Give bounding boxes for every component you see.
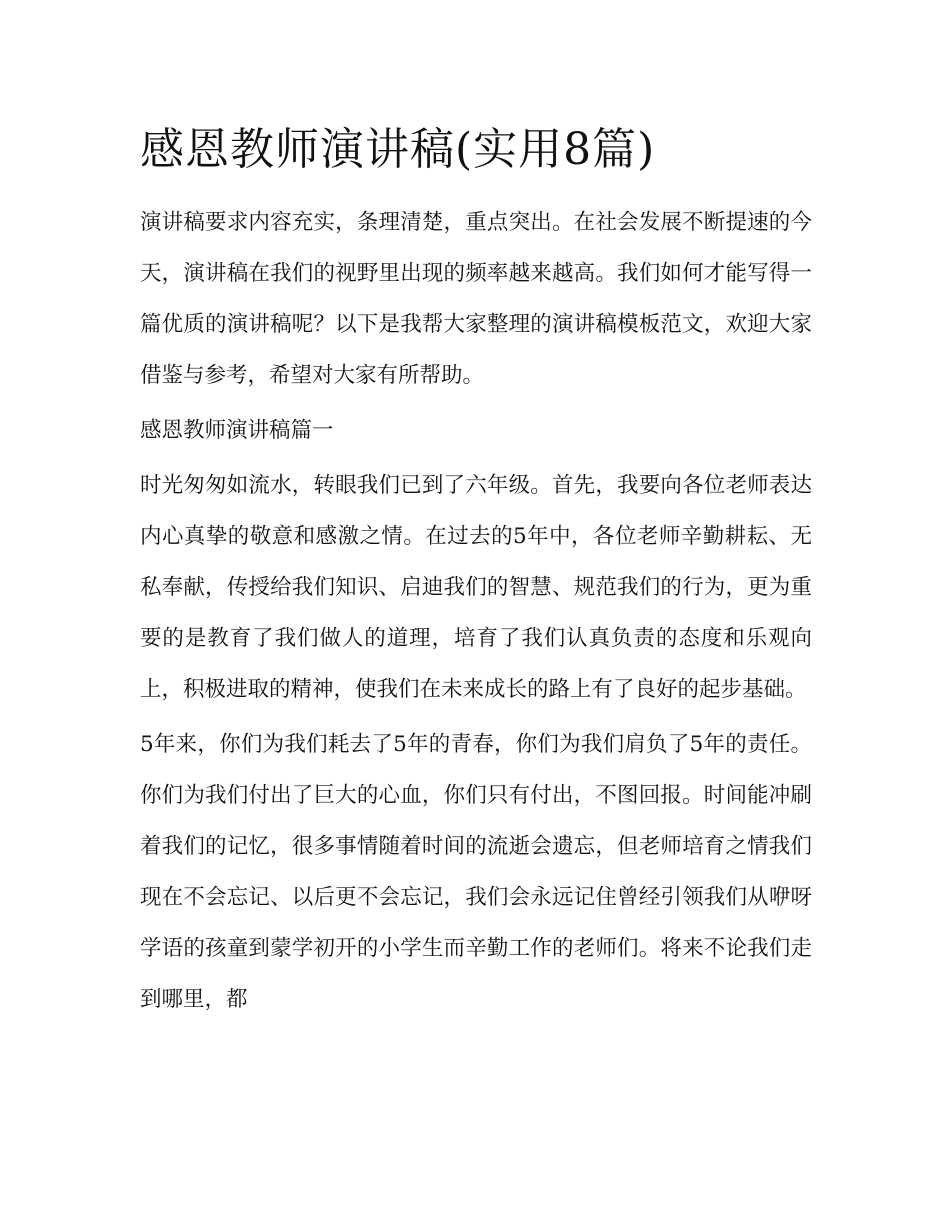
document-body	[140, 197, 812, 1029]
intro-paragraph: 演讲稿要求内容充实，条理清楚，重点突出。在社会发展不断提速的今天，演讲稿在我们的视野里出现的频率越来越高。我们如何才能写得一篇优质的演讲稿呢？以下是我帮大家整理的演讲稿模板范文，欢迎大家借鉴与参考，希望对大家有所帮助。	[140, 210, 812, 388]
document-title: 感恩教师演讲稿(实用8篇)	[140, 124, 656, 175]
body-paragraph: 5年来，你们为我们耗去了5年的青春，你们为我们肩负了5年的责任。你们为我们付出了巨大的心血，你们只有付出，不图回报。时间能冲刷着我们的记忆，很多事情随着时间的流逝会遗忘，但老师培育之情我们现在不会忘记、以后更不会忘记，我们会永远记住曾经引领我们从咿呀学语的孩童到蒙学初开的小学生而辛勤工作的老师们。将来不论我们走到哪里，都	[140, 732, 812, 1012]
section-heading: 感恩教师演讲稿篇一	[140, 418, 334, 443]
body-paragraph: 时光匆匆如流水，转眼我们已到了六年级。首先，我要向各位老师表达内心真挚的敬意和感激之情。在过去的5年中，各位老师辛勤耕耘、无私奉献，传授给我们知识、启迪我们的智慧、规范我们的行为，更为重要的是教育了我们做人的道理，培育了我们认真负责的态度和乐观向上，积极进取的精神，使我们在未来成长的路上有了良好的起步基础。	[140, 473, 812, 702]
